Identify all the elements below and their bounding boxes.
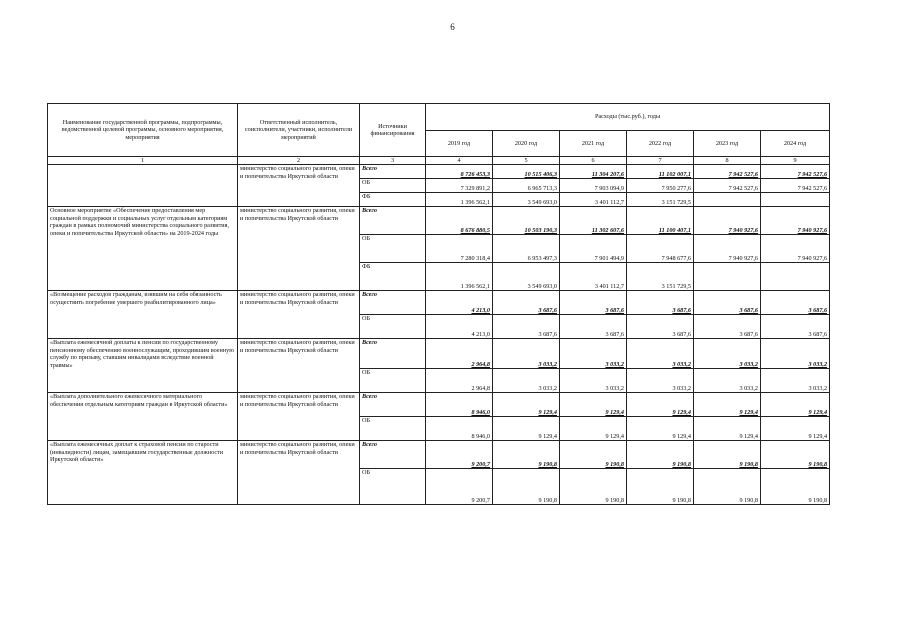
- expense-value: 10 503 190,3: [493, 207, 560, 235]
- funding-source: ОБ: [360, 469, 426, 505]
- expense-value: 3 687,6: [560, 291, 627, 315]
- expense-value: 3 687,6: [694, 291, 761, 315]
- expense-value: 9 129,4: [560, 393, 627, 417]
- expense-value: 9 129,4: [493, 393, 560, 417]
- expense-value: 7 329 891,2: [426, 179, 493, 193]
- header-year: 2019 год: [426, 131, 493, 157]
- expense-value: 3 687,6: [493, 291, 560, 315]
- expense-value: 3 151 729,5: [627, 263, 694, 291]
- funding-source: ОБ: [360, 179, 426, 193]
- column-number: 8: [694, 157, 761, 165]
- expense-value: 8 946,0: [426, 393, 493, 417]
- header-year: 2022 год: [627, 131, 694, 157]
- expense-value: 3 687,6: [627, 315, 694, 339]
- expense-value: 9 129,4: [493, 417, 560, 441]
- activity-name: «Возмещение расходов гражданам, взявшим на себя обязанность осуществить погребение умершего реабилитированного лица»: [48, 291, 238, 339]
- header-sources: Источники финансирования: [360, 104, 426, 157]
- expense-value: 3 687,6: [761, 315, 830, 339]
- executor-name: министерство социального развития, опеки и попечительства Иркутской области: [238, 393, 360, 441]
- budget-table: [47, 103, 830, 505]
- funding-source: Всего: [360, 441, 426, 469]
- expense-value: 7 948 677,6: [627, 235, 694, 263]
- activity-name: «Выплата дополнительного ежемесячного материального обеспечения отдельным категориям граждан в Иркутской области»: [48, 393, 238, 441]
- expense-value: 3 033,2: [627, 369, 694, 393]
- activity-name: «Выплата ежемесячной доплаты к пенсии по государственному пенсионному обеспечению военнослужащим, проходившим военную службу по призыву, ставшим инвалидами вследствие военной травмы»: [48, 339, 238, 393]
- expense-value: 3 033,2: [627, 339, 694, 369]
- expense-value: 4 213,0: [426, 291, 493, 315]
- expense-value: 7 942 527,6: [761, 179, 830, 193]
- expense-value: 2 964,8: [426, 339, 493, 369]
- activity-name: «Выплата ежемесячных доплат к страховой пенсии по старости (инвалидности) лицам, замещавшим государственные должности Иркутской области»: [48, 441, 238, 505]
- expense-value: 3 687,6: [694, 315, 761, 339]
- expense-value: 10 515 406,3: [493, 165, 560, 179]
- expense-value: [761, 193, 830, 207]
- expense-value: 2 964,8: [426, 369, 493, 393]
- funding-source: Всего: [360, 165, 426, 179]
- executor-name: министерство социального развития, опеки и попечительства Иркутской области: [238, 207, 360, 291]
- expense-value: 8 676 880,5: [426, 207, 493, 235]
- funding-source: ОБ: [360, 235, 426, 263]
- expense-value: 9 129,4: [627, 393, 694, 417]
- funding-source: ФБ: [360, 263, 426, 291]
- expense-value: 4 213,0: [426, 315, 493, 339]
- expense-value: 9 190,8: [627, 441, 694, 469]
- expense-value: 3 033,2: [493, 369, 560, 393]
- executor-name: министерство социального развития, опеки и попечительства Иркутской области: [238, 165, 360, 207]
- activity-name: [48, 165, 238, 207]
- expense-value: 1 396 562,1: [426, 193, 493, 207]
- expense-value: 3 687,6: [493, 315, 560, 339]
- expense-value: 7 942 527,6: [694, 179, 761, 193]
- expense-value: 3 033,2: [694, 369, 761, 393]
- expense-value: 7 940 927,6: [761, 207, 830, 235]
- column-numbers-row: [48, 157, 830, 165]
- expense-value: 3 687,6: [560, 315, 627, 339]
- expense-value: 11 302 607,6: [560, 207, 627, 235]
- expense-value: 3 033,2: [694, 339, 761, 369]
- expense-value: 3 549 693,0: [493, 263, 560, 291]
- header-expenses: Расходы (тыс.руб.), годы: [426, 104, 830, 131]
- table-row: [48, 441, 830, 469]
- expense-value: 3 033,2: [761, 339, 830, 369]
- table-row: [48, 393, 830, 417]
- expense-value: 9 190,8: [694, 469, 761, 505]
- header-year: 2021 год: [560, 131, 627, 157]
- expense-value: 7 942 527,6: [694, 165, 761, 179]
- funding-source: Всего: [360, 207, 426, 235]
- expense-value: [694, 193, 761, 207]
- column-number: 7: [627, 157, 694, 165]
- expense-value: 9 129,4: [761, 393, 830, 417]
- expense-value: 8 946,0: [426, 417, 493, 441]
- expense-value: 3 151 729,5: [627, 193, 694, 207]
- column-number: 9: [761, 157, 830, 165]
- expense-value: 3 401 112,7: [560, 263, 627, 291]
- funding-source: ОБ: [360, 315, 426, 339]
- expense-value: 3 401 112,7: [560, 193, 627, 207]
- funding-source: ОБ: [360, 417, 426, 441]
- expense-value: 7 280 318,4: [426, 235, 493, 263]
- expense-value: 9 190,8: [627, 469, 694, 505]
- expense-value: 3 687,6: [761, 291, 830, 315]
- expense-value: 9 190,8: [560, 441, 627, 469]
- expense-value: 3 549 693,0: [493, 193, 560, 207]
- expense-value: 9 200,7: [426, 441, 493, 469]
- expense-value: 11 102 007,1: [627, 165, 694, 179]
- expense-value: 9 190,8: [694, 441, 761, 469]
- expense-value: 9 190,8: [493, 469, 560, 505]
- column-number: 4: [426, 157, 493, 165]
- table-body: [48, 165, 830, 505]
- expense-value: 9 129,4: [761, 417, 830, 441]
- expense-value: 3 687,6: [627, 291, 694, 315]
- executor-name: министерство социального развития, опеки и попечительства Иркутской области: [238, 339, 360, 393]
- header-name: Наименование государственной программы, подпрограммы, ведомственной целевой программы, основного мероприятия, мероприятия: [48, 104, 238, 157]
- table-row: [48, 291, 830, 315]
- expense-value: 9 129,4: [560, 417, 627, 441]
- expense-value: 7 940 927,6: [694, 235, 761, 263]
- funding-source: Всего: [360, 291, 426, 315]
- expense-value: 3 033,2: [761, 369, 830, 393]
- expense-value: 9 129,4: [694, 417, 761, 441]
- expense-value: 6 965 713,3: [493, 179, 560, 193]
- column-number: 5: [493, 157, 560, 165]
- expense-value: 11 100 407,1: [627, 207, 694, 235]
- expense-value: 9 190,8: [761, 469, 830, 505]
- expense-value: 3 033,2: [560, 369, 627, 393]
- column-number: 6: [560, 157, 627, 165]
- funding-source: Всего: [360, 339, 426, 369]
- funding-source: ФБ: [360, 193, 426, 207]
- funding-source: Всего: [360, 393, 426, 417]
- funding-source: ОБ: [360, 369, 426, 393]
- expense-value: 7 950 277,6: [627, 179, 694, 193]
- expense-value: 9 190,8: [761, 441, 830, 469]
- expense-value: 1 396 562,1: [426, 263, 493, 291]
- expense-value: 11 304 207,6: [560, 165, 627, 179]
- page-number: 6: [450, 22, 455, 32]
- header-year: 2024 год: [761, 131, 830, 157]
- expense-value: 9 190,8: [560, 469, 627, 505]
- expense-value: 9 129,4: [627, 417, 694, 441]
- column-number: 1: [48, 157, 238, 165]
- expense-value: 8 726 453,3: [426, 165, 493, 179]
- header-executor: Ответственный исполнитель, соисполнители, участники, исполнители мероприятий: [238, 104, 360, 157]
- column-number: 3: [360, 157, 426, 165]
- expense-value: 7 903 094,9: [560, 179, 627, 193]
- header-year: 2023 год: [694, 131, 761, 157]
- expense-value: 6 953 497,3: [493, 235, 560, 263]
- expense-value: 7 940 927,6: [694, 207, 761, 235]
- expense-value: 3 033,2: [560, 339, 627, 369]
- expense-value: 3 033,2: [493, 339, 560, 369]
- table-row: [48, 165, 830, 179]
- expense-value: 9 200,7: [426, 469, 493, 505]
- header-year: 2020 год: [493, 131, 560, 157]
- expense-value: 9 190,8: [493, 441, 560, 469]
- expense-value: 7 942 527,6: [761, 165, 830, 179]
- expense-value: 9 129,4: [694, 393, 761, 417]
- column-number: 2: [238, 157, 360, 165]
- executor-name: министерство социального развития, опеки и попечительства Иркутской области: [238, 291, 360, 339]
- expense-value: [694, 263, 761, 291]
- expense-value: 7 940 927,6: [761, 235, 830, 263]
- activity-name: Основное мероприятие «Обеспечение предоставления мер социальной поддержки и социальных услуг отдельным категориям граждан в рамках полномочий министерства социального развития, опеки и попечительства Иркутской области» на 2019-2024 годы: [48, 207, 238, 291]
- expense-value: 7 901 494,9: [560, 235, 627, 263]
- expense-value: [761, 263, 830, 291]
- executor-name: министерство социального развития, опеки и попечительства Иркутской области: [238, 441, 360, 505]
- table-row: [48, 207, 830, 235]
- table-row: [48, 339, 830, 369]
